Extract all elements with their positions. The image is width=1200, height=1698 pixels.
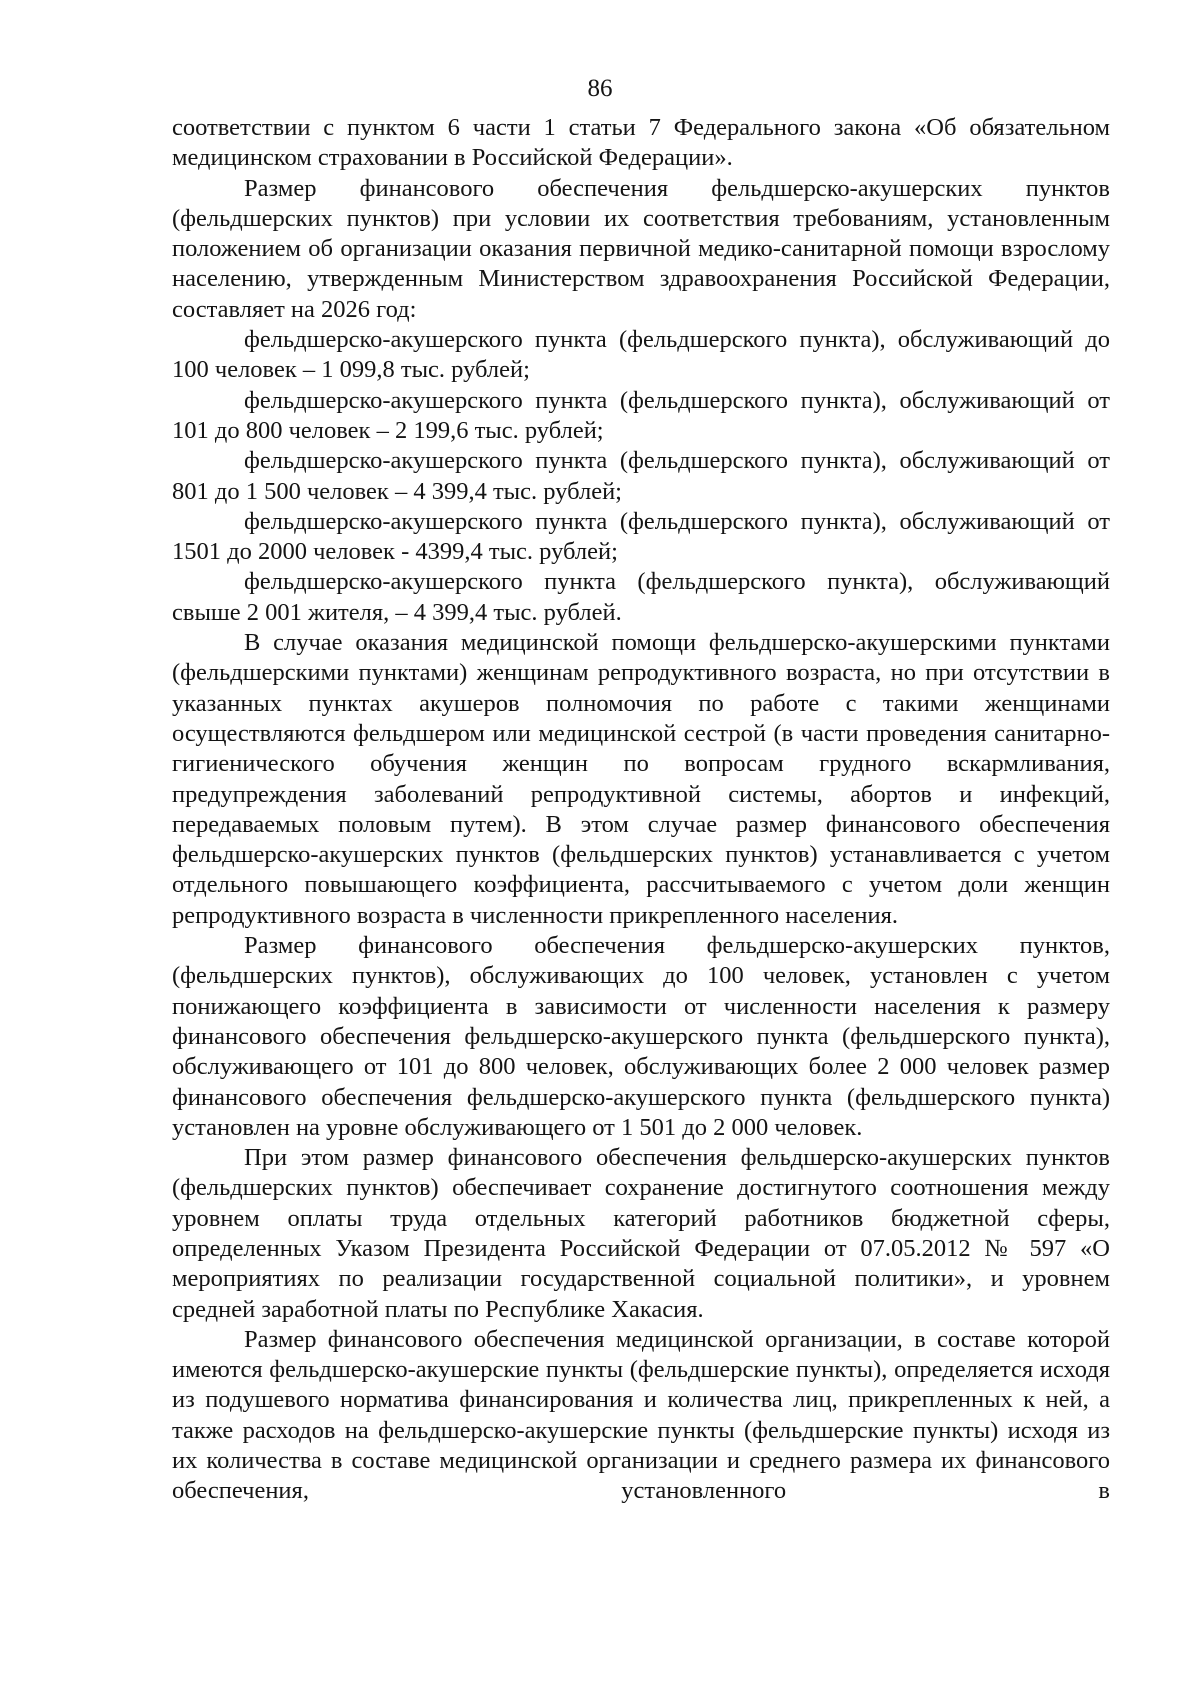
paragraph-fap-over-2001: фельдшерско-акушерского пункта (фельдшерского пункта), обслуживающий свыше 2 001 жителя, – 4 399,4 тыс. рублей. bbox=[172, 568, 1110, 626]
paragraph-reducing-coefficient: Размер финансового обеспечения фельдшерско-акушерских пунктов, (фельдшерских пунктов), обслуживающих до 100 человек, установлен с учетом понижающего коэффициента в зависимости от численности населения к размеру финансового обеспечения фельдшерско-акушерского пункта (фельдшерского пункта), обслуживающего от 101 до 800 человек, обслуживающих более 2 000 человек размер финансового обеспечения фельдшерско-акушерского пункта (фельдшерского пункта) установлен на уровне обслуживающего от 1 501 до 2 000 человек. bbox=[172, 932, 1110, 1141]
page-number: 86 bbox=[587, 75, 613, 102]
paragraph-fap-801-1500: фельдшерско-акушерского пункта (фельдшерского пункта), обслуживающий от 801 до 1 500 человек – 4 399,4 тыс. рублей; bbox=[172, 447, 1110, 505]
paragraph-org-funding: Размер финансового обеспечения медицинской организации, в составе которой имеются фельдшерско-акушерские пункты (фельдшерские пункты), определяется исходя из подушевого норматива финансирования и количества лиц, прикрепленных к ней, а также расходов на фельдшерско-акушерские пункты (фельдшерские пункты) исходя из их количества в составе медицинской организации и среднего размера их финансового обеспечения, установленного в bbox=[172, 1325, 1110, 1505]
paragraph-reproductive-age: В случае оказания медицинской помощи фельдшерско-акушерскими пунктами (фельдшерскими пунктами) женщинам репродуктивного возраста, но при отсутствии в указанных пунктах акушеров полномочия по работе с такими женщинами осуществляются фельдшером или медицинской сестрой (в части проведения санитарно-гигиенического обучения женщин по вопросам грудного вскармливания, предупреждения заболеваний репродуктивной системы, абортов и инфекций, передаваемых половым путем). В этом случае размер финансового обеспечения фельдшерско-акушерских пунктов (фельдшерских пунктов) устанавливается с учетом отдельного повышающего коэффициента, рассчитываемого с учетом доли женщин репродуктивного возраста в численности прикрепленного населения. bbox=[172, 629, 1110, 929]
paragraph-fap-101-800: фельдшерско-акушерского пункта (фельдшерского пункта), обслуживающий от 101 до 800 человек – 2 199,6 тыс. рублей; bbox=[172, 386, 1110, 444]
paragraph-continuation: соответствии с пунктом 6 части 1 статьи 7 Федерального закона «Об обязательном медицинском страховании в Российской Федерации». bbox=[172, 114, 1110, 172]
paragraph-fap-1501-2000: фельдшерско-акушерского пункта (фельдшерского пункта), обслуживающий от 1501 до 2000 человек - 4399,4 тыс. рублей; bbox=[172, 507, 1110, 566]
paragraph-fap-up-to-100: фельдшерско-акушерского пункта (фельдшерского пункта), обслуживающий до 100 человек – 1 099,8 тыс. рублей; bbox=[172, 326, 1110, 384]
paragraph-wage-ratio: При этом размер финансового обеспечения фельдшерско-акушерских пунктов (фельдшерских пунктов) обеспечивает сохранение достигнутого соотношения между уровнем оплаты труда отдельных категорий работников бюджетной сферы, определенных Указом Президента Российской Федерации от 07.05.2012 № 597 «О мероприятиях по реализации государственной социальной политики», и уровнем средней заработной платы по Республике Хакасия. bbox=[172, 1144, 1110, 1323]
paragraph-fap-funding-intro: Размер финансового обеспечения фельдшерско-акушерских пунктов (фельдшерских пунктов) при условии их соответствия требованиям, установленным положением об организации оказания первичной медико-санитарной помощи взрослому населению, утвержденным Министерством здравоохранения Российской Федерации, составляет на 2026 год: bbox=[172, 174, 1110, 323]
document-body bbox=[172, 113, 1110, 1507]
